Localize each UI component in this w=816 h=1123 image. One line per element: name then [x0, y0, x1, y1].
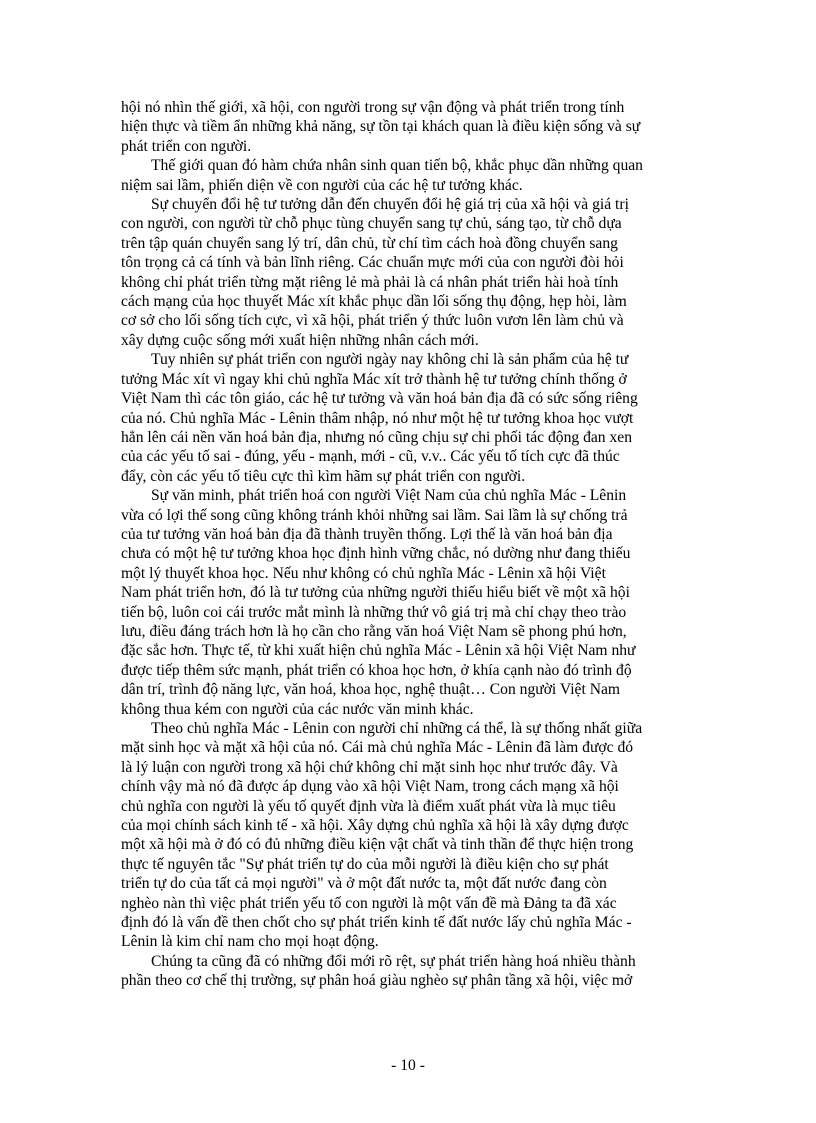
text-line: định đó là vấn đề then chốt cho sự phát triển kinh tế đất nước lấy chủ nghĩa Mác - — [121, 914, 632, 932]
text-line: chưa có một hệ tư tưởng khoa học định hình vững chắc, nó dường như đang thiếu — [121, 545, 631, 563]
text-line: Sự văn minh, phát triển hoá con người Việt Nam của chủ nghĩa Mác - Lênin — [151, 487, 627, 505]
text-line: Lênin là kim chỉ nam cho mọi hoạt động. — [121, 933, 379, 951]
page-number: - 10 - — [391, 1057, 425, 1074]
text-line: đẩy, còn các yếu tố tiêu cực thì kìm hãm sự phát triển con người. — [121, 467, 526, 485]
paragraph — [121, 195, 711, 350]
text-line: Tuy nhiên sự phát triển con người ngày nay không chỉ là sản phẩm của hệ tư — [151, 351, 629, 369]
paragraph — [121, 952, 711, 991]
text-line: được tiếp thêm sức mạnh, phát triển có khoa học hơn, ở khía cạnh nào đó trình độ — [121, 661, 632, 679]
text-line: đặc sắc hơn. Thực tế, từ khi xuất hiện chủ nghĩa Mác - Lênin xã hội Việt Nam như — [121, 642, 636, 660]
text-line: dân trí, trình độ năng lực, văn hoá, khoa học, nghệ thuật… Con người Việt Nam — [121, 681, 621, 699]
text-line: nghèo nàn thì việc phát triển yếu tố con người là một vấn đề mà Đảng ta đã xác — [121, 894, 617, 912]
text-line: một xã hội mà ở đó có đủ những điều kiện vật chất và tinh thần để thực hiện trong — [121, 836, 634, 854]
text-line: mặt sinh học và mặt xã hội của nó. Cái mà chủ nghĩa Mác - Lênin đã làm được đó — [121, 739, 634, 757]
text-line: Việt Nam thì các tôn giáo, các hệ tư tưởng và văn hoá bản địa đã có sức sống riêng — [121, 390, 638, 408]
text-line: tưởng Mác xít vì ngay khi chủ nghĩa Mác xít trở thành hệ tư tưởng chính thống ở — [121, 370, 627, 388]
text-line: thực tế nguyên tắc "Sự phát triển tự do của mỗi người là điều kiện cho sự phát — [121, 855, 609, 873]
text-line: cơ sở cho lối sống tích cực, vì xã hội, phát triển ý thức luôn vươn lên làm chủ và — [121, 312, 624, 330]
paragraph — [121, 156, 711, 195]
text-line: xây dựng cuộc sống mới xuất hiện những nhân cách mới. — [121, 331, 479, 349]
text-line: của tư tưởng văn hoá bản địa đã thành truyền thống. Lợi thế là văn hoá bản địa — [121, 525, 613, 543]
text-line: chủ nghĩa con người là yếu tố quyết định vừa là điểm xuất phát vừa là mục tiêu — [121, 797, 616, 815]
text-line: hội nó nhìn thế giới, xã hội, con người trong sự vận động và phát triển trong tính — [121, 99, 625, 116]
text-line: vừa có lợi thế song cũng không tránh khỏi những sai lầm. Sai lầm là sự chống trả — [121, 506, 628, 524]
text-line: phát triển con người. — [121, 137, 252, 155]
text-line: Thế giới quan đó hàm chứa nhân sinh quan tiến bộ, khắc phục dần những quan — [151, 157, 643, 175]
text-line: lưu, điều đáng trách hơn là họ cần cho rằng văn hoá Việt Nam sẽ phong phú hơn, — [121, 622, 627, 640]
text-line: triển tự do của tất cả mọi người" và ở một đất nước ta, một đất nước đang còn — [121, 875, 607, 893]
text-line: Sự chuyển đổi hệ tư tưởng dẫn đến chuyển đổi hệ giá trị của xã hội và giá trị — [151, 196, 629, 214]
paragraph — [121, 350, 711, 486]
text-line: chính vậy mà nó đã được áp dụng vào xã hội Việt Nam, trong cách mạng xã hội — [121, 778, 619, 796]
paragraph — [121, 719, 711, 952]
text-line: cách mạng của học thuyết Mác xít khắc phục dần lối sống thụ động, hẹp hòi, làm — [121, 293, 627, 311]
text-line: Theo chủ nghĩa Mác - Lênin con người chỉ những cá thể, là sự thống nhất giữa — [151, 720, 643, 737]
text-line: hiện thực và tiềm ẩn những khả năng, sự tồn tại khách quan là điều kiện sống và sự — [121, 118, 641, 136]
body-text — [121, 98, 711, 991]
paragraph — [121, 486, 711, 719]
text-line: không chỉ phát triển từng mặt riêng lẻ mà phải là cá nhân phát triển hài hoà tính — [121, 273, 619, 291]
text-line: niệm sai lầm, phiến diện về con người của các hệ tư tưởng khác. — [121, 176, 523, 194]
text-line: phần theo cơ chế thị trường, sự phân hoá giàu nghèo sự phân tầng xã hội, việc mở — [121, 972, 633, 990]
text-line: trên tập quán chuyển sang lý trí, dân chủ, từ chí tìm cách hoà đồng chuyển sang — [121, 234, 618, 252]
text-line: là lý luận con người trong xã hội chứ không chỉ mặt sinh học như trước đây. Và — [121, 758, 618, 776]
text-line: của nó. Chủ nghĩa Mác - Lênin thâm nhập, nó như một hệ tư tưởng khoa học vượt — [121, 409, 634, 427]
text-line: tôn trọng cả cá tính và bản lĩnh riêng. Các chuẩn mực mới của con người đòi hỏi — [121, 254, 624, 272]
text-line: con người, con người từ chỗ phục tùng chuyển sang tự chủ, sáng tạo, từ chỗ dựa — [121, 215, 622, 233]
text-line: một lý thuyết khoa học. Nếu như không có chủ nghĩa Mác - Lênin xã hội Việt — [121, 564, 606, 582]
text-line: hẳn lên cái nền văn hoá bản địa, nhưng nó cũng chịu sự chi phối tác động đan xen — [121, 428, 632, 446]
text-line: tiến bộ, luôn coi cái trước mắt mình là những thứ vô giá trị mà chỉ chạy theo trào — [121, 603, 627, 621]
text-line: Nam phát triển hơn, đó là tư tưởng của những người thiếu hiểu biết về một xã hội — [121, 584, 630, 602]
text-line: của các yếu tố sai - đúng, yếu - mạnh, mới - cũ, v.v.. Các yếu tố tích cực đã thúc — [121, 448, 620, 466]
text-line: Chúng ta cũng đã có những đổi mới rõ rệt, sự phát triển hàng hoá nhiều thành — [151, 952, 636, 970]
text-line: không thua kém con người của các nước văn minh khác. — [121, 700, 474, 718]
paragraph — [121, 98, 711, 156]
text-line: của mọi chính sách kinh tế - xã hội. Xây dựng chủ nghĩa xã hội là xây dựng được — [121, 817, 629, 835]
